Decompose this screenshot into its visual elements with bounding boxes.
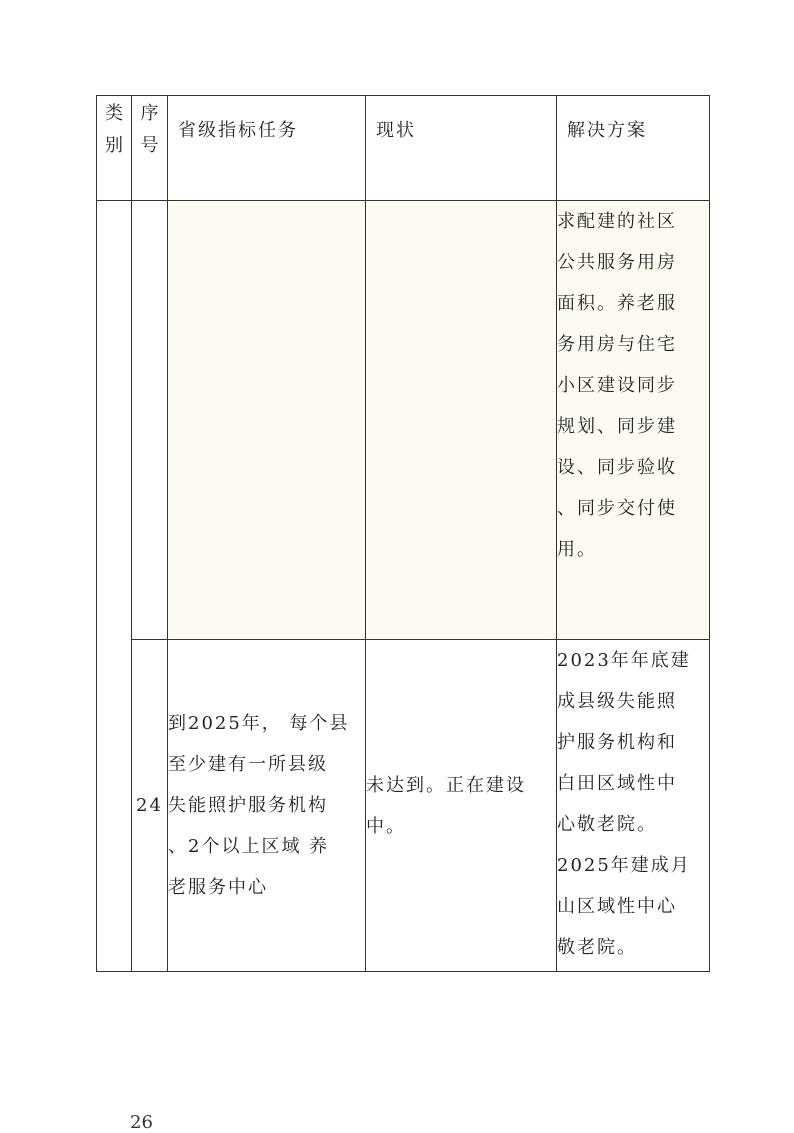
table-row — [97, 640, 710, 972]
category-cell — [97, 201, 132, 972]
row-seq: 24 — [132, 640, 168, 972]
row-task: 到2025年， 每个县 至少建有一所县级 失能照护服务机构 、2个以上区域 养 老服务中心 — [168, 640, 366, 972]
header-category: 类别 — [105, 103, 125, 156]
header-task: 省级指标任务 — [168, 96, 366, 201]
row-solution: 求配建的社区 公共服务用房 面积。养老服 务用房与住宅 小区建设同步 规划、同步建 设、同步验收 、同步交付使 用。 — [557, 201, 710, 640]
table-header-row — [97, 96, 710, 201]
header-seq: 序号 — [140, 103, 161, 156]
row-task — [168, 201, 366, 640]
row-seq — [132, 201, 168, 640]
header-category-cell — [97, 96, 132, 201]
row-solution: 2023年年底建 成县级失能照 护服务机构和 白田区域性中 心敬老院。 2025年建成月 山区域性中心 敬老院。 — [557, 640, 710, 972]
row-status: 未达到。正在建设 中。 — [366, 640, 557, 972]
row-status — [366, 201, 557, 640]
header-seq-cell — [132, 96, 168, 201]
header-solution: 解决方案 — [557, 96, 710, 201]
header-status: 现状 — [366, 96, 557, 201]
table-row — [97, 201, 710, 640]
page-number: 26 — [130, 1112, 153, 1133]
indicator-table — [96, 95, 710, 972]
